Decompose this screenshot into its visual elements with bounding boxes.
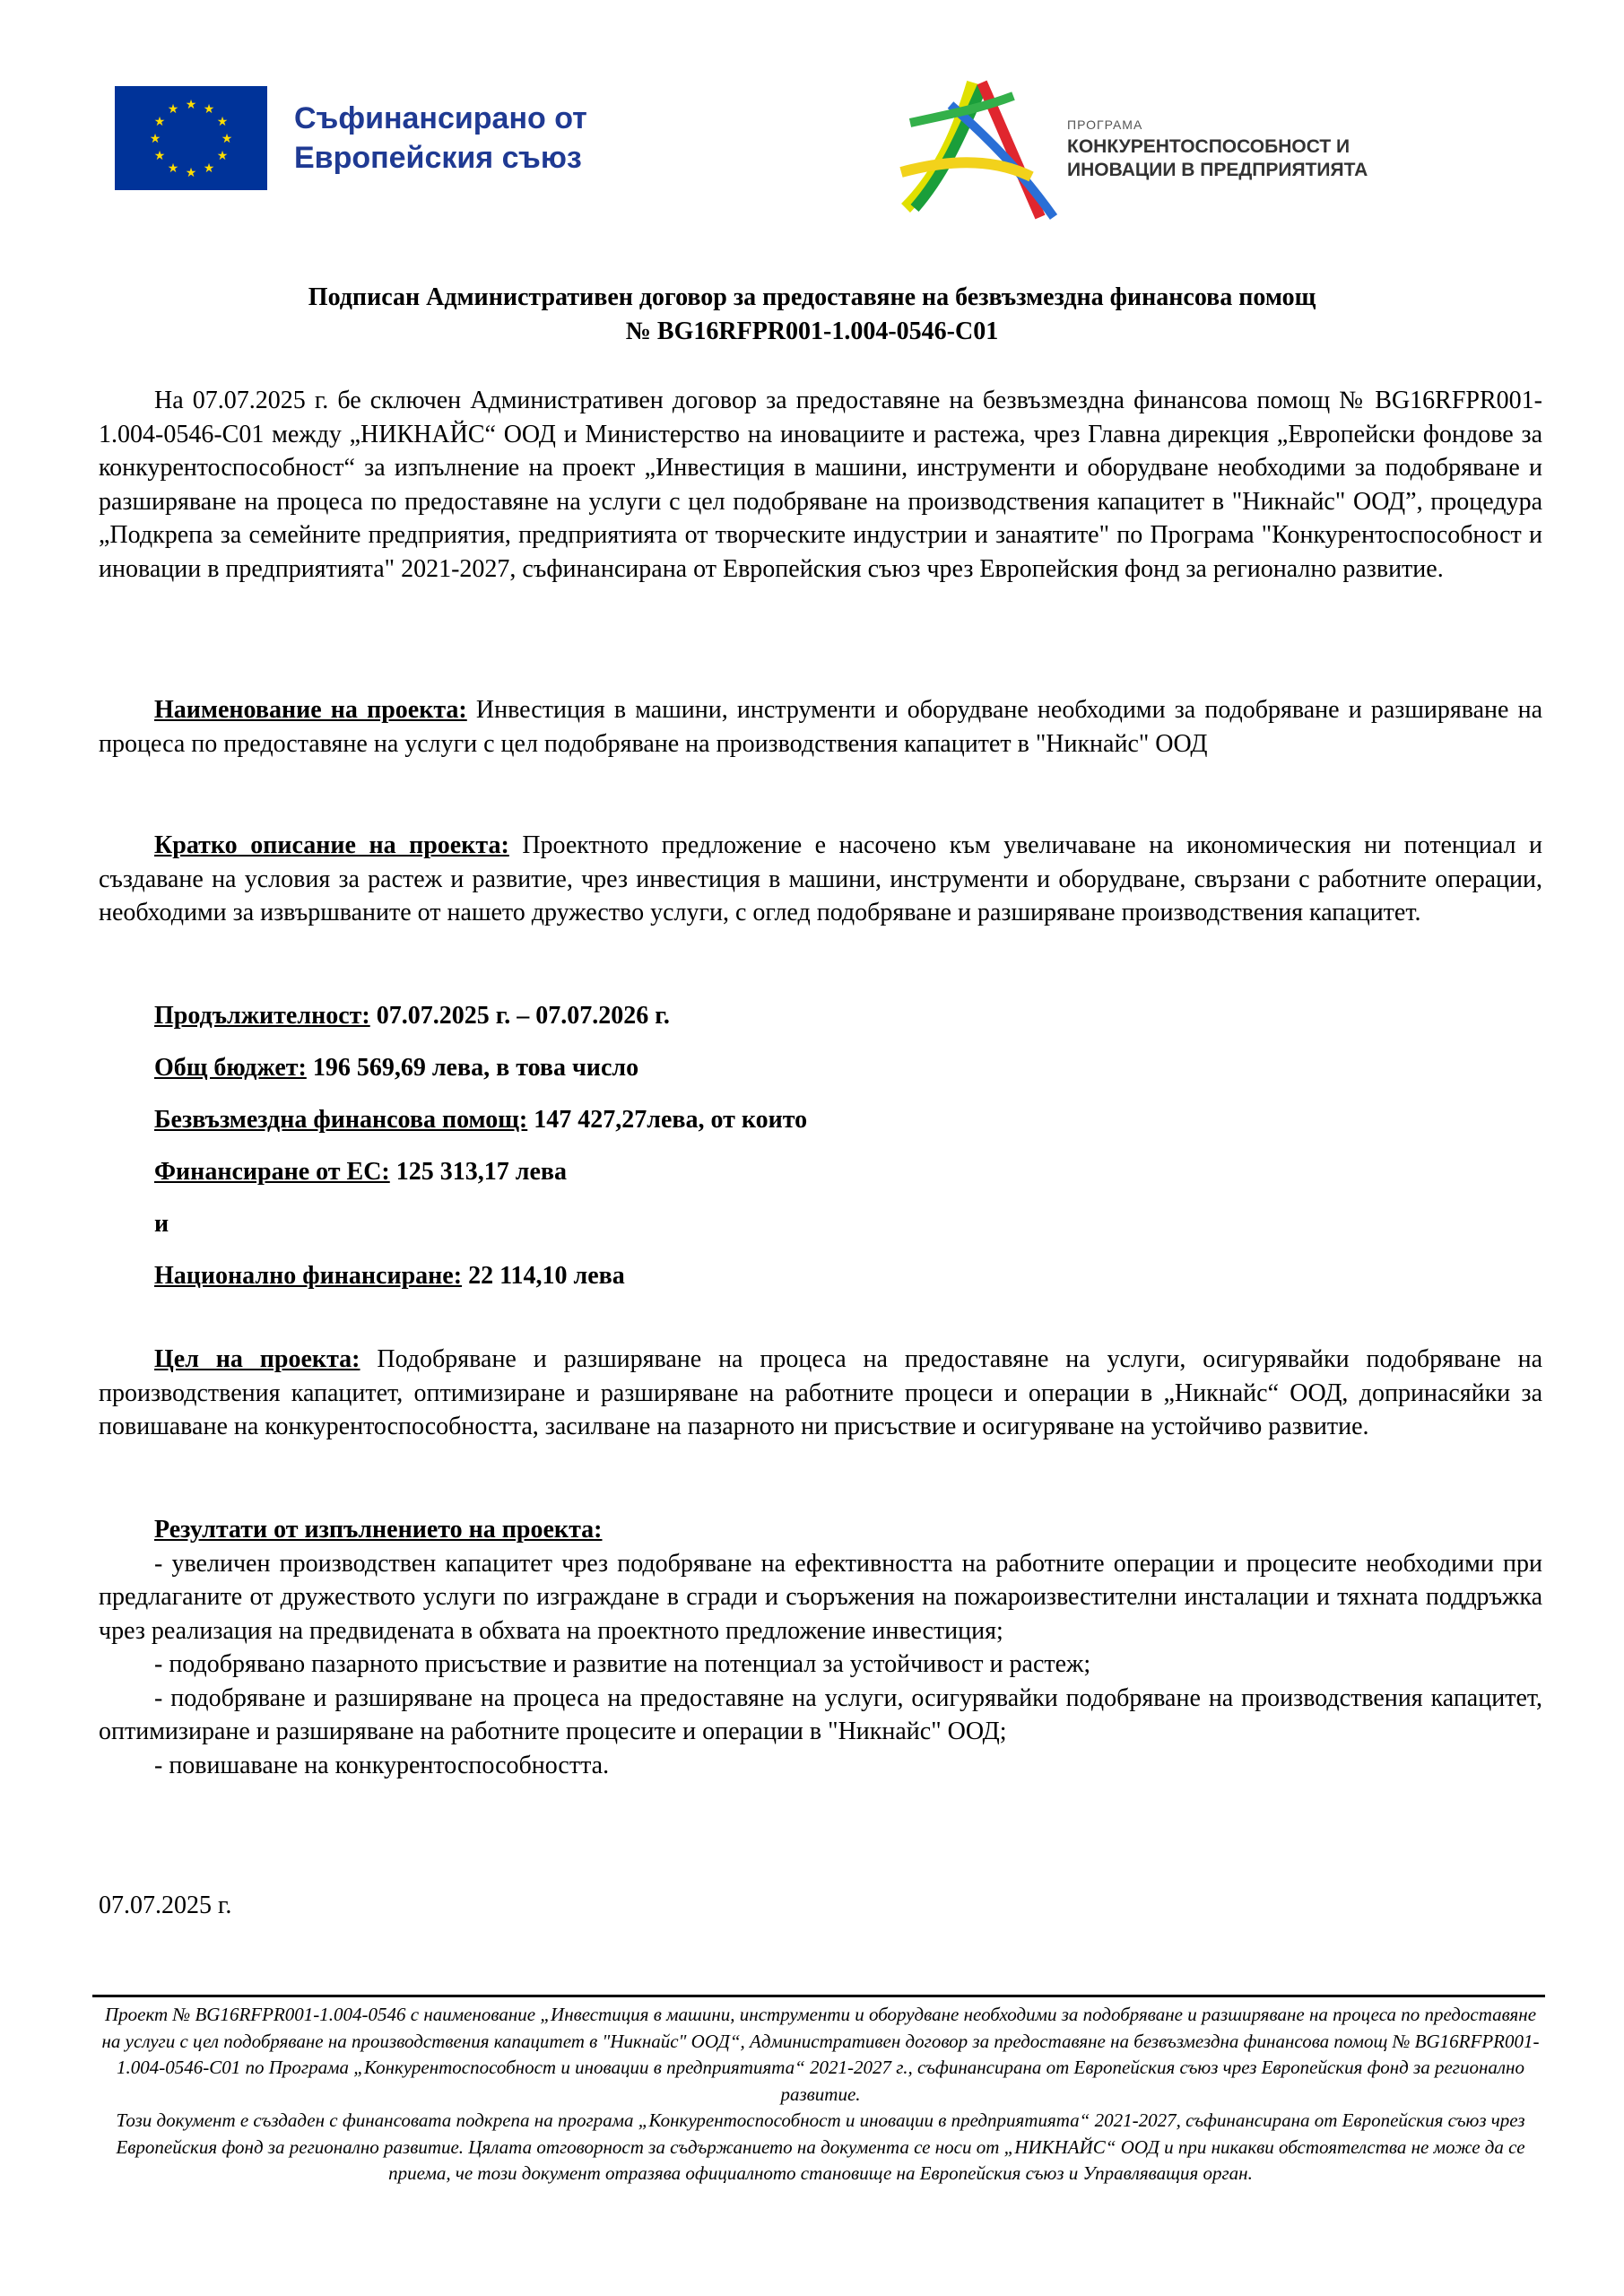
eu-funding-value: 125 313,17 лева [389, 1158, 568, 1186]
description-paragraph [99, 829, 1542, 930]
footer-responsibility: Този документ е създаден с финансовата подкрепа на програма „Конкурентоспособност и иновации в предприятията“ 2021-2027, съфинансирана от Европейския съюз чрез Европейския фонд за регионално развитие. Цялата отговорност за съдържанието на документа се носи от „НИКНАЙС“ ООД и при никакви обстоятелства не може да се приема, че този документ отразява официалното становище на Европейския съюз и Управляващия орган. [116, 2109, 1525, 2184]
eu-flag-icon [115, 86, 267, 190]
results-item: - повишаване на конкурентоспособността. [154, 1751, 610, 1779]
eu-logo-line2: Европейския съюз [294, 141, 582, 175]
budget-suffix: лева, в това число [425, 1054, 639, 1082]
national-funding-value: 22 114,10 лева [462, 1262, 625, 1290]
duration-value: 07.07.2025 г. – 07.07.2026 г. [369, 1002, 670, 1030]
goal-text: Подобряване и разширяване на процеса на предоставяне на услуги, осигурявайки подобряване на производствения капацитет, оптимизиране и разширяване на работните процеси и операции в „Никнайс“ ООД, допринасяйки за повишаване на конкурентоспособността, засилване на пазарното ни присъствие и осигуряване на устойчиво развитие. [99, 1345, 1543, 1440]
eu-logo-line1: Съфинансирано от [294, 101, 587, 135]
svg-text:★: ★ [216, 115, 229, 129]
program-name-line1: КОНКУРЕНТОСПОСОБНОСТ И [1067, 136, 1350, 157]
results-item: - подобрявано пазарното присъствие и развитие на потенциал за устойчивост и растеж; [154, 1650, 1091, 1678]
title-line1: Подписан Административен договор за предоставяне на безвъзмездна финансова помощ [308, 283, 1316, 311]
program-logo [897, 74, 1453, 226]
svg-text:★: ★ [153, 115, 166, 129]
svg-text:★: ★ [216, 149, 229, 163]
results-item: - увеличен производствен капацитет чрез подобряване на ефективността на работните операции и процесите необходими при предлаганите от дружеството услуги по изграждане в сгради и съоръжения на пожароизвестителни инсталации и тяхната поддръжка чрез реализация на предвидената в обхвата на проектното предложение инвестиция; [99, 1549, 1542, 1645]
document-date: 07.07.2025 г. [99, 1892, 232, 1919]
eu-funding-line [154, 1155, 567, 1189]
svg-text:★: ★ [185, 98, 197, 112]
svg-text:★: ★ [149, 132, 161, 146]
and-word: и [154, 1210, 169, 1238]
eu-cofunded-logo [115, 84, 653, 192]
program-mark-icon [897, 74, 1067, 226]
svg-text:★: ★ [203, 102, 215, 117]
results-item: - подобряване и разширяване на процеса на предоставяне на услуги, осигурявайки подобряване на производствения капацитет, оптимизиране и разширяване на работните процесите и операции в "Никнайс" ООД; [99, 1683, 1542, 1745]
national-funding-line [154, 1259, 625, 1293]
project-name-text: Инвестиция в машини, инструменти и оборудване необходими за подобряване и разширяване на процеса по предоставяне на услуги с цел подобряване на производствения капацитет в "Никнайс" ООД [99, 696, 1543, 758]
svg-text:★: ★ [185, 166, 197, 180]
program-label: ПРОГРАМА [1067, 117, 1143, 132]
footer-divider [92, 1995, 1545, 1997]
budget-value: 196 569,69 [306, 1054, 426, 1082]
project-name-paragraph [99, 693, 1542, 761]
national-funding-label: Национално финансиране: [154, 1262, 463, 1290]
svg-text:★: ★ [167, 102, 179, 117]
project-name-label: Наименование на проекта: [154, 696, 467, 724]
duration-line [154, 999, 670, 1033]
grant-value: 147 427,27 [527, 1106, 647, 1134]
budget-label: Общ бюджет: [154, 1054, 307, 1082]
eu-logo-text [294, 99, 587, 178]
footer-project-info: Проект № BG16RFPR001-1.004-0546 с наименование „Инвестиция в машини, инструменти и оборудване необходими за подобряване и разширяване на процеса по предоставяне на услуги с цел подобряване на производствения капацитет в "Никнайс" ООД“, Административен договор за предоставяне на безвъзмездна финансова помощ № BG16RFPR001-1.004-0546-C01 по Програма „Конкурентоспособност и иновации в предприятията“ 2021-2027 г., съфинансирана от Европейския съюз чрез Европейския фонд за регионално развитие. [101, 2004, 1540, 2105]
program-logo-text [1067, 117, 1368, 182]
svg-text:★: ★ [167, 161, 179, 176]
budget-line [154, 1051, 638, 1085]
svg-text:★: ★ [153, 149, 166, 163]
svg-text:★: ★ [221, 132, 233, 146]
document-title [143, 281, 1481, 349]
description-text: Проектното предложение е насочено към увеличаване на икономическия ни потенциал и създаване на условия за растеж и развитие, чрез инвестиция в машини, инструменти и оборудване, свързани с работните операции, необходими за извършваните от нашето дружество услуги, с оглед подобряване и разширяване производствения капацитет. [99, 831, 1542, 926]
intro-paragraph: На 07.07.2025 г. бе сключен Административен договор за предоставяне на безвъзмездна финансова помощ № BG16RFPR001-1.004-0546-C01 между „НИКНАЙС“ ООД и Министерство на иновациите и растежа, чрез Главна дирекция „Европейски фондове за конкурентоспособност“ за изпълнение на проект „Инвестиция в машини, инструменти и оборудване необходими за подобряване и разширяване на процеса по предоставяне на услуги с цел подобряване на производствения капацитет в "Никнайс" ООД”, процедура „Подкрепа за семейните предприятия, предприятията от творческите индустрии и занаятите" по Програма "Конкурентоспособност и иновации в предприятията" 2021-2027, съфинансирана от Европейския съюз чрез Европейския фонд за регионално развитие. [99, 387, 1542, 583]
svg-text:★: ★ [203, 161, 215, 176]
description-label: Кратко описание на проекта: [154, 831, 509, 859]
grant-label: Безвъзмездна финансова помощ: [154, 1106, 528, 1134]
duration-label: Продължителност: [154, 1002, 370, 1030]
program-name-line2: ИНОВАЦИИ В ПРЕДПРИЯТИЯТА [1067, 160, 1368, 180]
goal-paragraph [99, 1343, 1542, 1444]
grant-line [154, 1103, 807, 1137]
results-label: Резултати от изпълнението на проекта: [154, 1516, 603, 1544]
grant-suffix: лева, от които [647, 1106, 808, 1134]
eu-funding-label: Финансиране от ЕС: [154, 1158, 390, 1186]
results-section [99, 1513, 1542, 1782]
goal-label: Цел на проекта: [154, 1345, 360, 1373]
title-line2: № BG16RFPR001-1.004-0546-C01 [625, 317, 999, 345]
footer-disclaimer [99, 2002, 1542, 2187]
